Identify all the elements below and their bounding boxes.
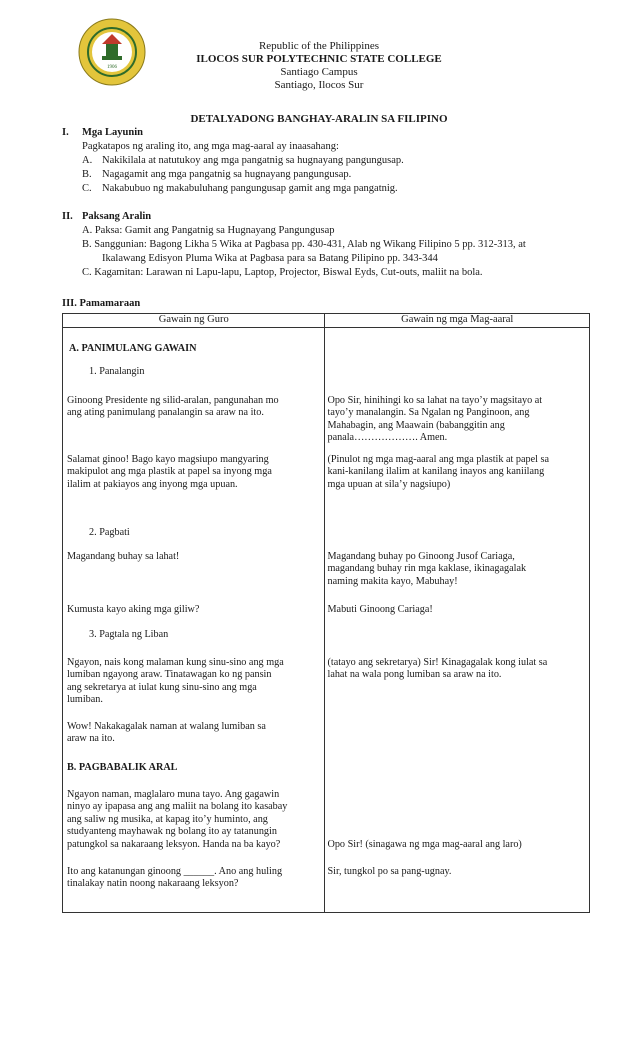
topic-line: A. Paksa: Gamit ang Pangatnig sa Hugnayang Pangungusap	[82, 225, 335, 236]
student-line: kani-kanilang ilalim at kanilang inayos ang kaniilang	[327, 465, 545, 477]
header-college: ILOCOS SUR POLYTECHNIC STATE COLLEGE	[196, 53, 442, 65]
student-line: Opo Sir! (sinagawa ng mga mag-aaral ang laro)	[327, 838, 522, 850]
section1-title: Mga Layunin	[82, 127, 143, 138]
pagtala-label: 3. Pagtala ng Liban	[89, 628, 169, 640]
teacher-line: ang ating panimulang panalangin sa araw na ito.	[67, 406, 264, 418]
student-line: Opo Sir, hinihingi ko sa lahat na tayo’y magsitayo at	[327, 394, 543, 406]
panimulang-gawain-heading: A. PANIMULANG GAWAIN	[69, 342, 197, 354]
teacher-line: tinalakay natin noong nakaraang leksyon?	[67, 877, 239, 889]
objective-a	[82, 155, 404, 167]
student-line: Sir, tungkol po sa pang-ugnay.	[327, 865, 452, 877]
section2-heading	[62, 211, 151, 223]
teacher-line: lumiban.	[67, 693, 103, 705]
teacher-line: Ito ang katanungan ginoong ______. Ano ang huling	[67, 865, 283, 877]
objective-c-text: Nakabubuo ng makabuluhang pangungusap gamit ang mga pangatnig.	[102, 183, 398, 194]
objective-a-text: Nakikilala at natutukoy ang mga pangatnig sa hugnayang pangungusap.	[102, 155, 404, 166]
header-campus: Santiago Campus	[280, 66, 358, 78]
header-address: Santiago, Ilocos Sur	[274, 79, 364, 91]
student-line: (tatayo ang sekretarya) Sir! Kinagagalak kong iulat sa	[327, 656, 548, 668]
teacher-line: Wow! Nakakagalak naman at walang lumiban sa	[67, 720, 266, 732]
teacher-line: araw na ito.	[67, 732, 115, 744]
seal-year: 1906	[107, 65, 117, 70]
teacher-column-header: Gawain ng Guro	[63, 314, 325, 328]
students-column-header: Gawain ng mga Mag-aaral	[325, 314, 590, 328]
section1-heading	[62, 127, 143, 139]
teacher-line: Ngayon, nais kong malaman kung sinu-sino ang mga	[67, 656, 284, 668]
section2-number: II.	[62, 211, 73, 222]
section1-number: I.	[62, 127, 69, 138]
teacher-line: Salamat ginoo! Bago kayo magsiupo mangyaring	[67, 453, 269, 465]
student-line: panala………………. Amen.	[327, 431, 448, 443]
teacher-line: makipulot ang mga plastik at papel sa inyong mga	[67, 465, 272, 477]
student-line: Mahabagin, ang Maawain (babanggitin ang	[327, 419, 505, 431]
teacher-line: studyanteng mayhawak ng bolang ito ay tatanungin	[67, 825, 277, 837]
teacher-line: patungkol sa nakaraang leksyon. Handa na ba kayo?	[67, 838, 281, 850]
pagbati-label: 2. Pagbati	[89, 526, 130, 538]
teacher-line: Ginoong Presidente ng silid-aralan, pangunahan mo	[67, 394, 279, 406]
objective-a-letter: A.	[82, 155, 93, 166]
teacher-line: ilalim at pakiayos ang inyong mga upuan.	[67, 478, 238, 490]
teacher-line: ang saliw ng musika, at kapag ito’y huminto, ang	[67, 813, 268, 825]
teacher-line: Ngayon naman, maglalaro muna tayo. Ang gagawin	[67, 788, 280, 800]
section2-title: Paksang Aralin	[82, 211, 152, 222]
reference-line-1: B. Sanggunian: Bagong Likha 5 Wika at Pagbasa pp. 430-431, Alab ng Wikang Filipino 5 pp. 312-313, at	[82, 239, 526, 250]
teacher-line: Kumusta kayo aking mga giliw?	[67, 603, 200, 615]
procedure-table-row	[63, 327, 590, 912]
student-line: naming makita kayo, Mabuhay!	[327, 575, 458, 587]
student-line: (Pinulot ng mga mag-aaral ang mga plastik at papel sa	[327, 453, 549, 465]
student-line: Mabuti Ginoong Cariaga!	[327, 603, 433, 615]
teacher-activities-cell	[63, 327, 325, 912]
objective-b	[82, 169, 351, 181]
objective-c-letter: C.	[82, 183, 92, 194]
procedure-table-header	[63, 314, 590, 328]
procedure-table	[62, 313, 590, 913]
pagbabalik-aral-heading: B. PAGBABALIK ARAL	[67, 761, 178, 773]
document-title: DETALYADONG BANGHAY-ARALIN SA FILIPINO	[190, 113, 448, 125]
student-line: tayo’y manalangin. Sa Ngalan ng Panginoon, ang	[327, 406, 530, 418]
reference-line-2: Ikalawang Edisyon Pluma Wika at Pagbasa para sa Batang Pilipino pp. 343-344	[102, 253, 438, 264]
objective-c	[82, 183, 398, 195]
teacher-line: ninyo ay ipapasa ang ang maliit na bolang ito kasabay	[67, 800, 288, 812]
materials-line: C. Kagamitan: Larawan ni Lapu-lapu, Laptop, Projector, Biswal Eyds, Cut-outs, maliit na bola.	[82, 267, 483, 278]
teacher-line: lumiban ngayong araw. Tinatawagan ko ng pansin	[67, 668, 272, 680]
objective-b-letter: B.	[82, 169, 92, 180]
student-line: lahat na wala pong lumiban sa araw na ito.	[327, 668, 502, 680]
student-activities-cell	[325, 327, 590, 912]
student-line: magandang buhay rin mga kaklase, ikinagagalak	[327, 562, 527, 574]
student-line: Magandang buhay po Ginoong Jusof Cariaga,	[327, 550, 515, 562]
header-republic: Republic of the Philippines	[258, 40, 380, 52]
teacher-line: ang sekretarya at iulat kung sinu-sino ang mga	[67, 681, 257, 693]
section3-heading: III. Pamamaraan	[62, 298, 141, 309]
teacher-line: Magandang buhay sa lahat!	[67, 550, 180, 562]
objective-b-text: Nagagamit ang mga pangatnig sa hugnayang pangungusap.	[102, 169, 352, 180]
student-line: mga upuan at sila’y nagsiupo)	[327, 478, 451, 490]
section1-intro: Pagkatapos ng araling ito, ang mga mag-aaral ay inaasahang:	[82, 141, 339, 152]
panalangin-label: 1. Panalangin	[89, 365, 145, 377]
